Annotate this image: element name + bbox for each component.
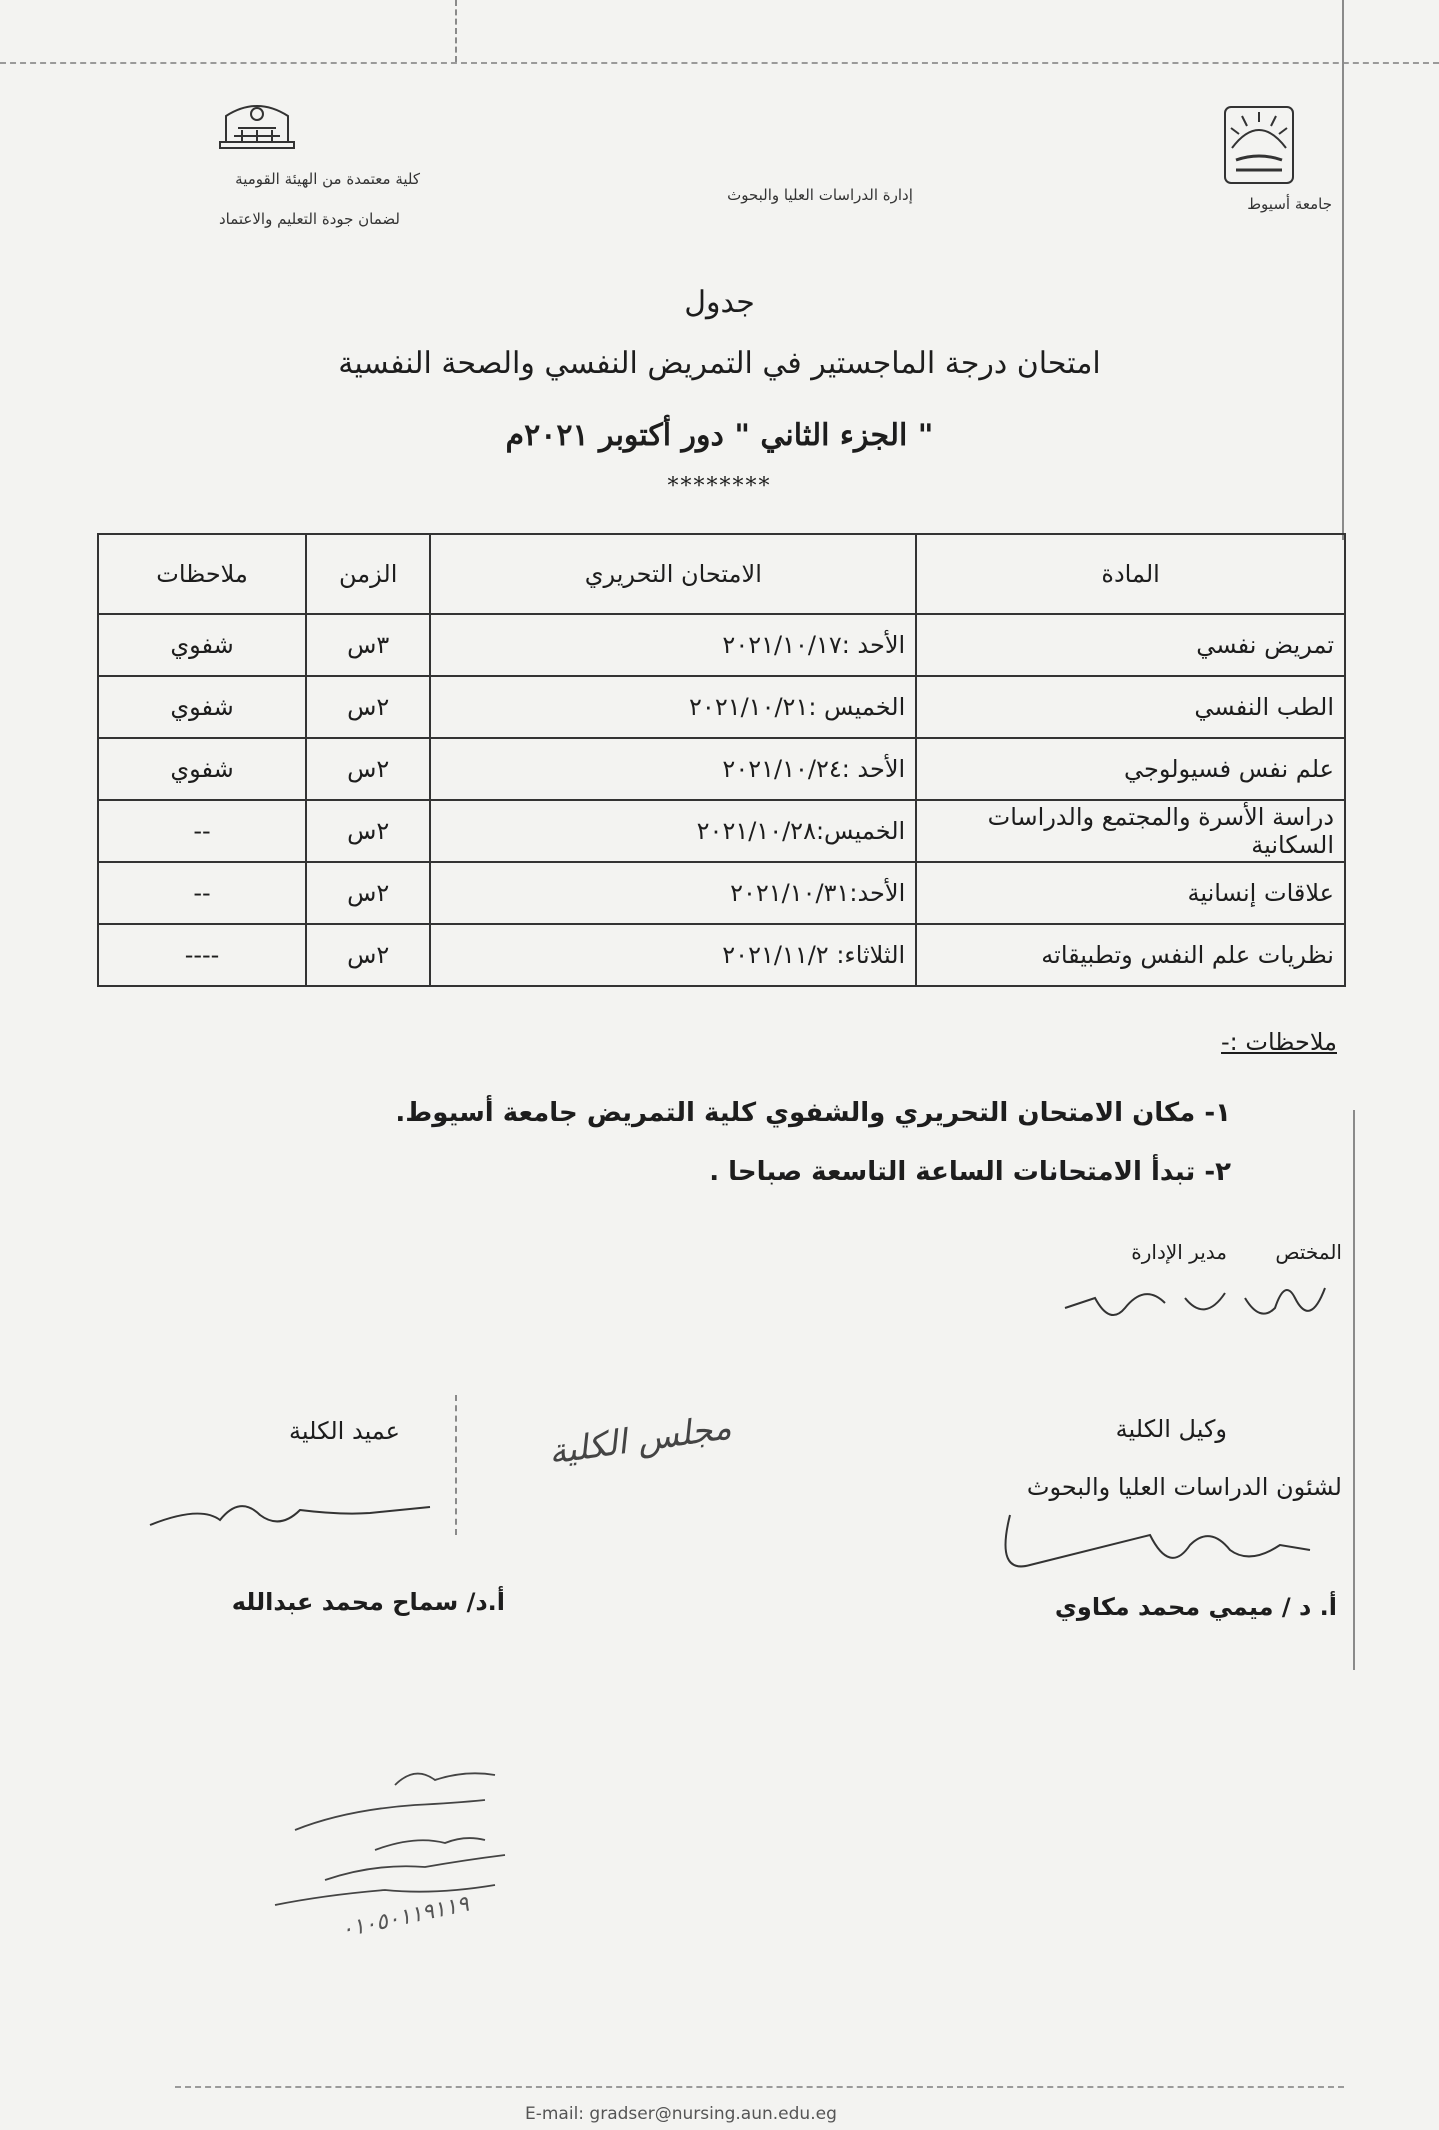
duration-cell: ٣س bbox=[306, 614, 430, 676]
notes-cell: -- bbox=[98, 862, 306, 924]
vice-dean-signature bbox=[990, 1505, 1320, 1585]
table-header-row bbox=[98, 534, 1345, 614]
vice-dean-office: لشئون الدراسات العليا والبحوث bbox=[1026, 1473, 1342, 1501]
notes-cell: شفوي bbox=[98, 614, 306, 676]
specialist-signatures bbox=[1055, 1268, 1345, 1338]
fold-mark-top bbox=[455, 0, 457, 62]
notes-heading: ملاحظات :- bbox=[1221, 1028, 1337, 1056]
exam-date-cell: الثلاثاء: ٢٠٢١/١١/٢ bbox=[430, 924, 916, 986]
handwritten-phone-number: ٠١٠٥٠١١٩١١٩ bbox=[338, 1891, 472, 1944]
specialist-label: المختص bbox=[1275, 1240, 1342, 1264]
duration-cell: ٢س bbox=[306, 924, 430, 986]
notes-cell: ---- bbox=[98, 924, 306, 986]
duration-cell: ٢س bbox=[306, 800, 430, 862]
handwritten-notes bbox=[265, 1755, 565, 1965]
table-row bbox=[98, 924, 1345, 986]
admin-director-label: مدير الإدارة bbox=[1131, 1240, 1227, 1264]
table-row bbox=[98, 862, 1345, 924]
header-subject: المادة bbox=[916, 534, 1345, 614]
exam-session: " الجزء الثاني " دور أكتوبر ٢٠٢١م bbox=[505, 418, 934, 453]
subject-cell: علم نفس فسيولوجي bbox=[916, 738, 1345, 800]
subject-cell: نظريات علم النفس وتطبيقاته bbox=[916, 924, 1345, 986]
note-item-2: ٢- تبدأ الامتحانات الساعة التاسعة صباحا . bbox=[709, 1157, 1231, 1187]
footer-email: E-mail: gradser@nursing.aun.edu.eg bbox=[525, 2104, 837, 2124]
bottom-border bbox=[175, 2086, 1344, 2088]
header-duration: الزمن bbox=[306, 534, 430, 614]
exam-date-cell: الخميس:٢٠٢١/١٠/٢٨ bbox=[430, 800, 916, 862]
table-row bbox=[98, 676, 1345, 738]
exam-date-cell: الخميس :٢٠٢١/١٠/٢١ bbox=[430, 676, 916, 738]
accreditation-logo bbox=[212, 92, 302, 154]
vice-dean-name: أ. د / ميمي محمد مكاوي bbox=[1054, 1593, 1337, 1621]
council-handwritten-note: مجلس الكلية bbox=[546, 1407, 734, 1473]
duration-cell: ٢س bbox=[306, 862, 430, 924]
table-row bbox=[98, 800, 1345, 862]
notes-cell: -- bbox=[98, 800, 306, 862]
header-written-exam: الامتحان التحريري bbox=[430, 534, 916, 614]
exam-subtitle: امتحان درجة الماجستير في التمريض النفسي والصحة النفسية bbox=[338, 346, 1101, 381]
document-heading: جدول bbox=[684, 285, 755, 320]
notes-cell: شفوي bbox=[98, 676, 306, 738]
fold-mark-middle bbox=[455, 1395, 457, 1535]
note-item-1: ١- مكان الامتحان التحريري والشفوي كلية التمريض جامعة أسيوط. bbox=[395, 1098, 1231, 1128]
separator-stars: ******** bbox=[667, 474, 772, 499]
table-row bbox=[98, 738, 1345, 800]
exam-date-cell: الأحد:٢٠٢١/١٠/٣١ bbox=[430, 862, 916, 924]
accreditation-line-1: كلية معتمدة من الهيئة القومية bbox=[235, 170, 420, 188]
department-name: إدارة الدراسات العليا والبحوث bbox=[727, 186, 913, 204]
header-notes: ملاحظات bbox=[98, 534, 306, 614]
subject-cell: علاقات إنسانية bbox=[916, 862, 1345, 924]
university-logo bbox=[1222, 104, 1296, 186]
notes-cell: شفوي bbox=[98, 738, 306, 800]
subject-cell: الطب النفسي bbox=[916, 676, 1345, 738]
subject-cell: تمريض نفسي bbox=[916, 614, 1345, 676]
duration-cell: ٢س bbox=[306, 676, 430, 738]
university-name: جامعة أسيوط bbox=[1247, 195, 1332, 213]
table-row bbox=[98, 614, 1345, 676]
exam-schedule-table bbox=[97, 533, 1346, 987]
exam-date-cell: الأحد :٢٠٢١/١٠/٢٤ bbox=[430, 738, 916, 800]
top-border bbox=[0, 62, 1439, 64]
duration-cell: ٢س bbox=[306, 738, 430, 800]
dean-signature bbox=[140, 1485, 440, 1545]
dean-title: عميد الكلية bbox=[289, 1417, 400, 1445]
accreditation-line-2: لضمان جودة التعليم والاعتماد bbox=[218, 210, 400, 228]
right-margin-line-lower bbox=[1353, 1110, 1355, 1670]
dean-name: أ.د/ سماح محمد عبدالله bbox=[231, 1588, 505, 1616]
vice-dean-title: وكيل الكلية bbox=[1115, 1415, 1227, 1443]
exam-date-cell: الأحد :٢٠٢١/١٠/١٧ bbox=[430, 614, 916, 676]
subject-cell: دراسة الأسرة والمجتمع والدراسات السكانية bbox=[916, 800, 1345, 862]
right-margin-line bbox=[1342, 0, 1344, 540]
